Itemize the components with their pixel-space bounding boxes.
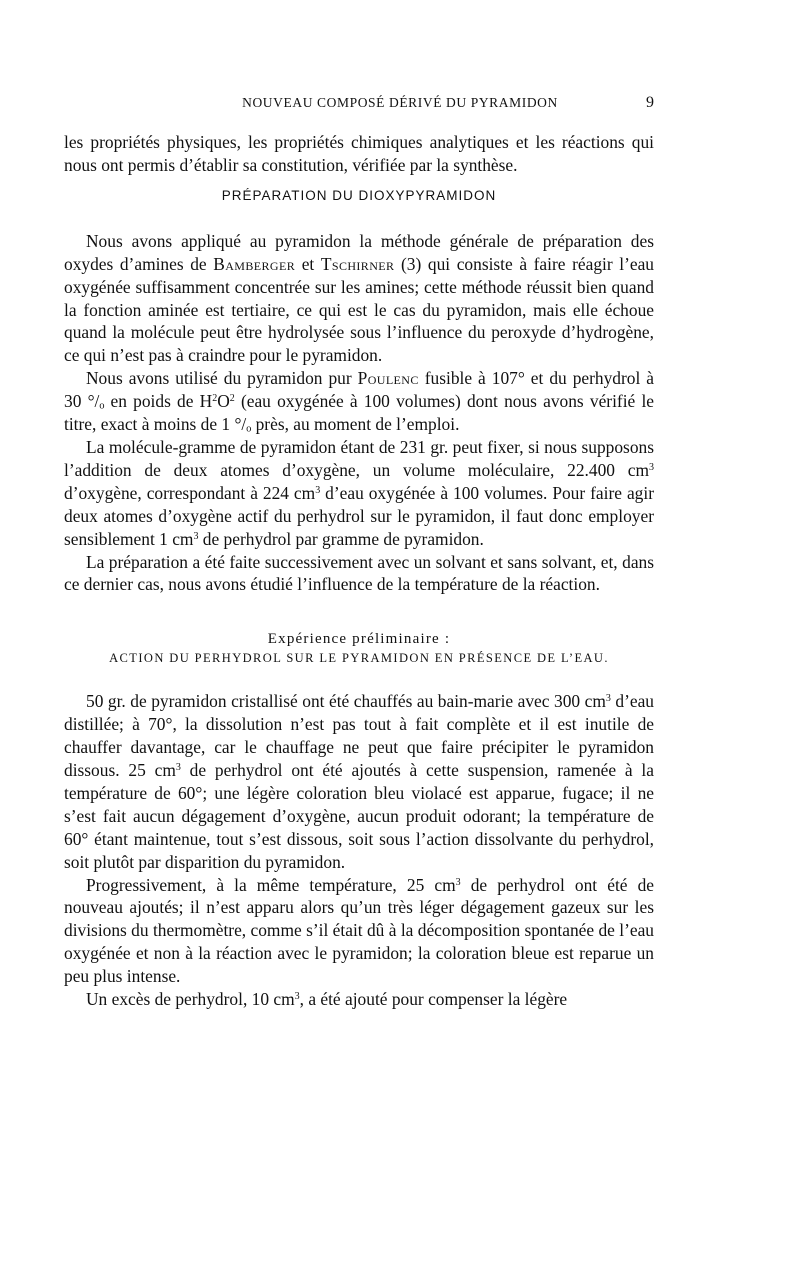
text-run: Nous avons utilisé du pyramidon pur	[86, 368, 358, 389]
supplier-name: Poulenc	[357, 368, 419, 389]
text-run: d’eau distillée; à 70°, la dissolution n’est pas tout à fait complète et il est inutile de chauffer davantage, car le chauffage ne peut que faire précipiter le pyramidon dissous. 25 cm	[64, 691, 654, 781]
running-head	[0, 95, 800, 117]
superscript: 3	[455, 876, 461, 888]
paragraph-excess	[64, 988, 654, 1011]
text-run: (3) qui consiste à faire réagir l’eau oxygénée suffisamment concentrée sur les amines; cette méthode réussit bien quand la fonction aminée est tertiaire, ce qui est le cas du pyramidon, mais elle échoue quand la molécule peut être hydrolysée sous l’influence du peroxyde d’hydrogène, ce qui n’est pas à craindre pour le pyramidon.	[64, 253, 654, 366]
text-run: (eau oxygénée à 100 volumes) dont nous avons vérifié le titre, exact à moins de 1 °/ₒ près, au moment de l’emploi.	[64, 391, 654, 435]
text-run: La préparation a été faite successivement avec un solvant et sans solvant, et, dans ce dernier cas, nous avons étudié l’influence de la température de la réaction.	[64, 551, 654, 595]
text-run: 50 gr. de pyramidon cristallisé ont été chauffés au bain-marie avec 300 cm	[86, 691, 606, 712]
text-run: Nous avons appliqué au pyramidon la méthode générale de préparation des oxydes d’amines de	[64, 230, 654, 274]
author-name: Tschirner	[320, 253, 395, 274]
superscript: 3	[294, 991, 300, 1003]
page-number: 9	[646, 94, 654, 111]
text-run: d’eau oxygénée à 100 volumes. Pour faire agir deux atomes d’oxygène actif du perhydrol sur le pyramidon, il faut donc employer sensiblement 1 cm	[64, 482, 654, 549]
superscript: 2	[229, 393, 235, 405]
text-run: d’oxygène, correspondant à 224 cm	[64, 482, 316, 503]
text-run: O	[217, 391, 230, 412]
subsection-subtitle: ACTION DU PERHYDROL SUR LE PYRAMIDON EN PRÉSENCE DE L’EAU.	[109, 651, 609, 666]
paragraph-progression	[64, 874, 654, 989]
author-name: Bamberger	[213, 253, 296, 274]
subsection-title: Expérience préliminaire :	[267, 631, 451, 648]
section-heading: PRÉPARATION DU DIOXYPYRAMIDON	[221, 187, 497, 203]
intro-paragraph	[64, 131, 654, 177]
superscript: 2	[212, 393, 218, 405]
paragraph-procedure	[64, 551, 654, 597]
superscript: 3	[605, 693, 611, 705]
paragraph-materials	[64, 367, 654, 436]
text-run: de perhydrol par gramme de pyramidon.	[198, 528, 484, 549]
text-run: de perhydrol ont été ajoutés à cette suspension, ramenée à la température de 60°; une légère coloration bleu violacé est apparue, fugace; il ne s’est fait aucun dégagement d’oxygène, aucun produit odorant; la température de 60° étant maintenue, tout s’est dissous, soit sous l’action dissolvante du perhydrol, soit plutôt par disparition du pyramidon.	[64, 760, 654, 872]
body-text	[64, 131, 654, 1011]
running-title: NOUVEAU COMPOSÉ DÉRIVÉ DU PYRAMIDON	[242, 95, 558, 110]
superscript: 3	[193, 530, 199, 542]
intro-text: les propriétés physiques, les propriétés chimiques analytiques et les réactions qui nous ont permis d’établir sa constitution, vérifiée par la synthèse.	[64, 132, 654, 175]
text-run: fusible à 107° et du perhydrol à 30 °/ₒ en poids de H	[64, 368, 655, 412]
superscript: 3	[315, 484, 321, 496]
text-run: La molécule-gramme de pyramidon étant de 231 gr. peut fixer, si nous supposons l’addition de deux atomes d’oxygène, un volume moléculaire, 22.400 cm	[64, 436, 654, 480]
paragraph-stoichiometry	[64, 436, 654, 551]
text-run: , a été ajouté pour compenser la légère	[299, 989, 568, 1010]
superscript: 3	[649, 461, 654, 473]
paragraph-method	[64, 230, 654, 367]
text-run: Un excès de perhydrol, 10 cm	[86, 989, 295, 1010]
paragraph-experiment	[64, 690, 654, 873]
text-run: et	[295, 253, 321, 274]
text-run: Progressivement, à la même température, 25 cm	[86, 874, 456, 895]
text-run: de perhydrol ont été de nouveau ajoutés; il n’est apparu alors qu’un très léger dégagement gazeux sur les divisions du thermomètre, comme s’il était dû à la décomposition spontanée de l’eau oxygénée et non à la réaction avec le pyramidon; la coloration bleue est reparue un peu plus intense.	[64, 874, 654, 987]
superscript: 3	[175, 762, 181, 774]
